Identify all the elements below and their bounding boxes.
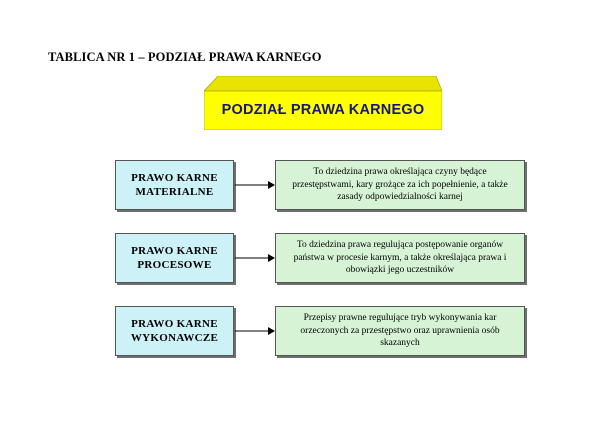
banner-title: PODZIAŁ PRAWA KARNEGO (221, 102, 425, 118)
description-box-procedural: To dziedzina prawa regulująca postępowanie organów państwa w procesie karnym, a także określająca prawa i obowiązki jego uczestników (275, 233, 525, 283)
category-box-procedural: PRAWO KARNE PROCESOWE (115, 233, 234, 283)
description-box-material: To dziedzina prawa określająca czyny będące przestępstwami, kary grożące za ich popełnienie, a także zasady odpowiedzialności karnej (275, 160, 525, 210)
category-box-executive: PRAWO KARNE WYKONAWCZE (115, 306, 234, 356)
category-box-material: PRAWO KARNE MATERIALNE (115, 160, 234, 210)
description-box-executive: Przepisy prawne regulujące tryb wykonywania kar orzeczonych za przestępstwo oraz uprawnienia osób skazanych (275, 306, 525, 356)
arrow-procedural (235, 254, 275, 262)
arrow-executive (235, 327, 275, 335)
page-title: TABLICA NR 1 – PODZIAŁ PRAWA KARNEGO (48, 50, 322, 64)
arrow-material (235, 181, 275, 189)
